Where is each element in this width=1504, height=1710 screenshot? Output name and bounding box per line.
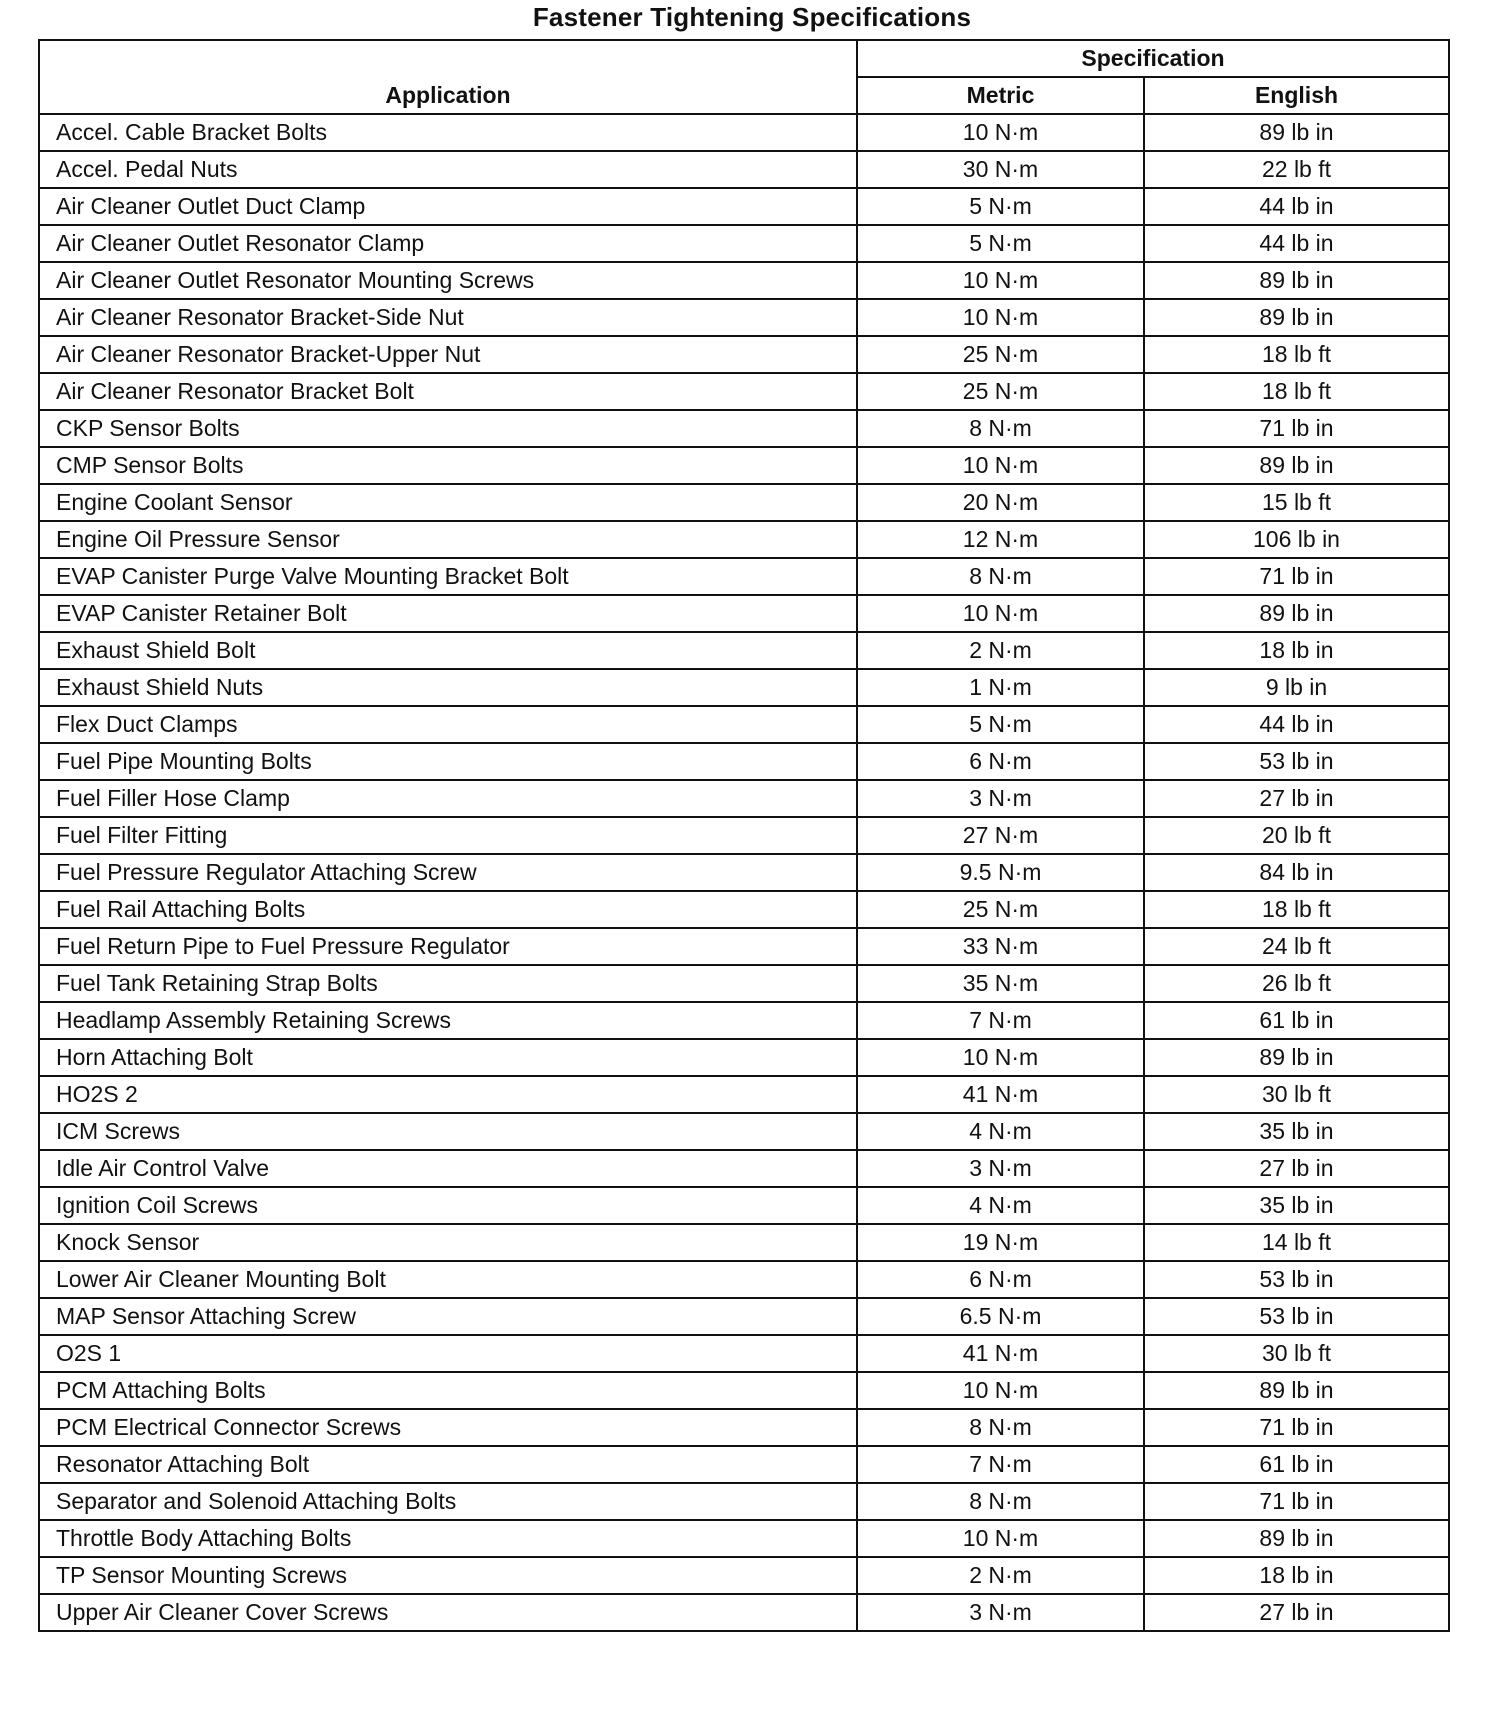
metric-cell: 3 N·m — [857, 1150, 1144, 1187]
table-row — [39, 1002, 1449, 1039]
english-cell: 18 lb in — [1144, 632, 1449, 669]
table-row — [39, 706, 1449, 743]
application-cell: Separator and Solenoid Attaching Bolts — [39, 1483, 857, 1520]
application-cell: Air Cleaner Resonator Bracket-Side Nut — [39, 299, 857, 336]
application-cell: Idle Air Control Valve — [39, 1150, 857, 1187]
table-row — [39, 1520, 1449, 1557]
application-cell: Fuel Pressure Regulator Attaching Screw — [39, 854, 857, 891]
english-cell: 89 lb in — [1144, 299, 1449, 336]
application-cell: Knock Sensor — [39, 1224, 857, 1261]
table-row — [39, 595, 1449, 632]
table-row — [39, 225, 1449, 262]
metric-cell: 19 N·m — [857, 1224, 1144, 1261]
metric-cell: 10 N·m — [857, 1039, 1144, 1076]
metric-cell: 7 N·m — [857, 1002, 1144, 1039]
application-cell: Headlamp Assembly Retaining Screws — [39, 1002, 857, 1039]
application-cell: Upper Air Cleaner Cover Screws — [39, 1594, 857, 1631]
application-cell: Ignition Coil Screws — [39, 1187, 857, 1224]
metric-cell: 10 N·m — [857, 447, 1144, 484]
english-cell: 18 lb ft — [1144, 373, 1449, 410]
metric-cell: 35 N·m — [857, 965, 1144, 1002]
english-cell: 53 lb in — [1144, 743, 1449, 780]
english-cell: 61 lb in — [1144, 1446, 1449, 1483]
table-row — [39, 1483, 1449, 1520]
metric-cell: 12 N·m — [857, 521, 1144, 558]
table-row — [39, 373, 1449, 410]
metric-cell: 2 N·m — [857, 1557, 1144, 1594]
metric-cell: 33 N·m — [857, 928, 1144, 965]
application-cell: EVAP Canister Purge Valve Mounting Bracket Bolt — [39, 558, 857, 595]
english-cell: 84 lb in — [1144, 854, 1449, 891]
english-cell: 44 lb in — [1144, 188, 1449, 225]
application-cell: ICM Screws — [39, 1113, 857, 1150]
application-cell: Air Cleaner Resonator Bracket-Upper Nut — [39, 336, 857, 373]
application-cell: PCM Electrical Connector Screws — [39, 1409, 857, 1446]
metric-cell: 10 N·m — [857, 595, 1144, 632]
table-row — [39, 262, 1449, 299]
table-row — [39, 1409, 1449, 1446]
page-title: Fastener Tightening Specifications — [532, 2, 972, 32]
application-cell: CKP Sensor Bolts — [39, 410, 857, 447]
table-row — [39, 1039, 1449, 1076]
metric-cell: 10 N·m — [857, 262, 1144, 299]
table-body — [39, 114, 1449, 1631]
metric-cell: 6.5 N·m — [857, 1298, 1144, 1335]
english-cell: 71 lb in — [1144, 558, 1449, 595]
application-cell: Horn Attaching Bolt — [39, 1039, 857, 1076]
metric-cell: 2 N·m — [857, 632, 1144, 669]
table-header — [39, 40, 1449, 114]
table-row — [39, 521, 1449, 558]
table-row — [39, 1261, 1449, 1298]
english-cell: 53 lb in — [1144, 1298, 1449, 1335]
english-cell: 44 lb in — [1144, 225, 1449, 262]
english-cell: 106 lb in — [1144, 521, 1449, 558]
application-cell: Fuel Return Pipe to Fuel Pressure Regulator — [39, 928, 857, 965]
table-row — [39, 188, 1449, 225]
table-row — [39, 632, 1449, 669]
application-cell: Accel. Pedal Nuts — [39, 151, 857, 188]
table-row — [39, 1372, 1449, 1409]
application-cell: Engine Coolant Sensor — [39, 484, 857, 521]
table-row — [39, 928, 1449, 965]
metric-cell: 20 N·m — [857, 484, 1144, 521]
english-cell: 44 lb in — [1144, 706, 1449, 743]
metric-cell: 5 N·m — [857, 706, 1144, 743]
english-cell: 35 lb in — [1144, 1187, 1449, 1224]
metric-cell: 25 N·m — [857, 891, 1144, 928]
application-cell: O2S 1 — [39, 1335, 857, 1372]
english-cell: 20 lb ft — [1144, 817, 1449, 854]
english-cell: 53 lb in — [1144, 1261, 1449, 1298]
table-row — [39, 114, 1449, 151]
application-cell: Air Cleaner Outlet Resonator Clamp — [39, 225, 857, 262]
metric-cell: 5 N·m — [857, 225, 1144, 262]
english-cell: 26 lb ft — [1144, 965, 1449, 1002]
table-row — [39, 1594, 1449, 1631]
application-cell: Air Cleaner Outlet Duct Clamp — [39, 188, 857, 225]
table-row — [39, 299, 1449, 336]
application-header: Application — [39, 40, 857, 114]
table-row — [39, 965, 1449, 1002]
table-row — [39, 1187, 1449, 1224]
table-row — [39, 1113, 1449, 1150]
table-row — [39, 558, 1449, 595]
application-cell: MAP Sensor Attaching Screw — [39, 1298, 857, 1335]
table-row — [39, 854, 1449, 891]
table-row — [39, 447, 1449, 484]
application-cell: Exhaust Shield Bolt — [39, 632, 857, 669]
english-cell: 15 lb ft — [1144, 484, 1449, 521]
english-cell: 71 lb in — [1144, 1409, 1449, 1446]
application-cell: Fuel Filler Hose Clamp — [39, 780, 857, 817]
header-row-top — [39, 40, 1449, 77]
english-cell: 18 lb ft — [1144, 891, 1449, 928]
metric-cell: 8 N·m — [857, 1409, 1144, 1446]
table-row — [39, 669, 1449, 706]
english-cell: 27 lb in — [1144, 1594, 1449, 1631]
table-row — [39, 1150, 1449, 1187]
application-cell: Engine Oil Pressure Sensor — [39, 521, 857, 558]
english-cell: 89 lb in — [1144, 1372, 1449, 1409]
metric-cell: 3 N·m — [857, 1594, 1144, 1631]
table-row — [39, 336, 1449, 373]
spec-table — [38, 39, 1450, 1632]
table-row — [39, 780, 1449, 817]
metric-cell: 10 N·m — [857, 1372, 1144, 1409]
metric-cell: 8 N·m — [857, 410, 1144, 447]
table-row — [39, 1224, 1449, 1261]
metric-cell: 27 N·m — [857, 817, 1144, 854]
english-cell: 61 lb in — [1144, 1002, 1449, 1039]
table-row — [39, 1298, 1449, 1335]
application-cell: Fuel Filter Fitting — [39, 817, 857, 854]
table-row — [39, 891, 1449, 928]
table-row — [39, 151, 1449, 188]
metric-cell: 8 N·m — [857, 558, 1144, 595]
table-row — [39, 1335, 1449, 1372]
metric-cell: 9.5 N·m — [857, 854, 1144, 891]
english-cell: 24 lb ft — [1144, 928, 1449, 965]
metric-cell: 1 N·m — [857, 669, 1144, 706]
application-cell: Fuel Rail Attaching Bolts — [39, 891, 857, 928]
metric-cell: 4 N·m — [857, 1113, 1144, 1150]
english-cell: 89 lb in — [1144, 1520, 1449, 1557]
application-cell: Exhaust Shield Nuts — [39, 669, 857, 706]
metric-cell: 3 N·m — [857, 780, 1144, 817]
english-cell: 30 lb ft — [1144, 1076, 1449, 1113]
table-row — [39, 817, 1449, 854]
metric-cell: 10 N·m — [857, 114, 1144, 151]
table-row — [39, 1446, 1449, 1483]
metric-cell: 25 N·m — [857, 373, 1144, 410]
metric-header: Metric — [857, 77, 1144, 114]
specification-header: Specification — [857, 40, 1449, 77]
application-cell: Accel. Cable Bracket Bolts — [39, 114, 857, 151]
metric-cell: 8 N·m — [857, 1483, 1144, 1520]
table-row — [39, 743, 1449, 780]
table-row — [39, 410, 1449, 447]
english-cell: 35 lb in — [1144, 1113, 1449, 1150]
english-cell: 89 lb in — [1144, 114, 1449, 151]
english-cell: 89 lb in — [1144, 262, 1449, 299]
metric-cell: 10 N·m — [857, 299, 1144, 336]
metric-cell: 41 N·m — [857, 1076, 1144, 1113]
application-cell: TP Sensor Mounting Screws — [39, 1557, 857, 1594]
english-cell: 18 lb ft — [1144, 336, 1449, 373]
english-cell: 27 lb in — [1144, 780, 1449, 817]
table-row — [39, 1076, 1449, 1113]
english-cell: 89 lb in — [1144, 1039, 1449, 1076]
metric-cell: 4 N·m — [857, 1187, 1144, 1224]
metric-cell: 41 N·m — [857, 1335, 1144, 1372]
metric-cell: 7 N·m — [857, 1446, 1144, 1483]
english-cell: 71 lb in — [1144, 410, 1449, 447]
english-cell: 9 lb in — [1144, 669, 1449, 706]
english-cell: 71 lb in — [1144, 1483, 1449, 1520]
metric-cell: 25 N·m — [857, 336, 1144, 373]
metric-cell: 6 N·m — [857, 1261, 1144, 1298]
application-cell: Fuel Tank Retaining Strap Bolts — [39, 965, 857, 1002]
table-row — [39, 484, 1449, 521]
table-row — [39, 1557, 1449, 1594]
application-cell: Resonator Attaching Bolt — [39, 1446, 857, 1483]
english-header: English — [1144, 77, 1449, 114]
application-cell: Lower Air Cleaner Mounting Bolt — [39, 1261, 857, 1298]
english-cell: 14 lb ft — [1144, 1224, 1449, 1261]
application-cell: CMP Sensor Bolts — [39, 447, 857, 484]
application-cell: EVAP Canister Retainer Bolt — [39, 595, 857, 632]
metric-cell: 30 N·m — [857, 151, 1144, 188]
english-cell: 89 lb in — [1144, 595, 1449, 632]
application-cell: Air Cleaner Resonator Bracket Bolt — [39, 373, 857, 410]
english-cell: 30 lb ft — [1144, 1335, 1449, 1372]
application-cell: HO2S 2 — [39, 1076, 857, 1113]
english-cell: 27 lb in — [1144, 1150, 1449, 1187]
metric-cell: 10 N·m — [857, 1520, 1144, 1557]
application-cell: Flex Duct Clamps — [39, 706, 857, 743]
application-cell: Throttle Body Attaching Bolts — [39, 1520, 857, 1557]
metric-cell: 6 N·m — [857, 743, 1144, 780]
english-cell: 18 lb in — [1144, 1557, 1449, 1594]
application-cell: Air Cleaner Outlet Resonator Mounting Screws — [39, 262, 857, 299]
application-cell: Fuel Pipe Mounting Bolts — [39, 743, 857, 780]
application-cell: PCM Attaching Bolts — [39, 1372, 857, 1409]
metric-cell: 5 N·m — [857, 188, 1144, 225]
english-cell: 89 lb in — [1144, 447, 1449, 484]
english-cell: 22 lb ft — [1144, 151, 1449, 188]
